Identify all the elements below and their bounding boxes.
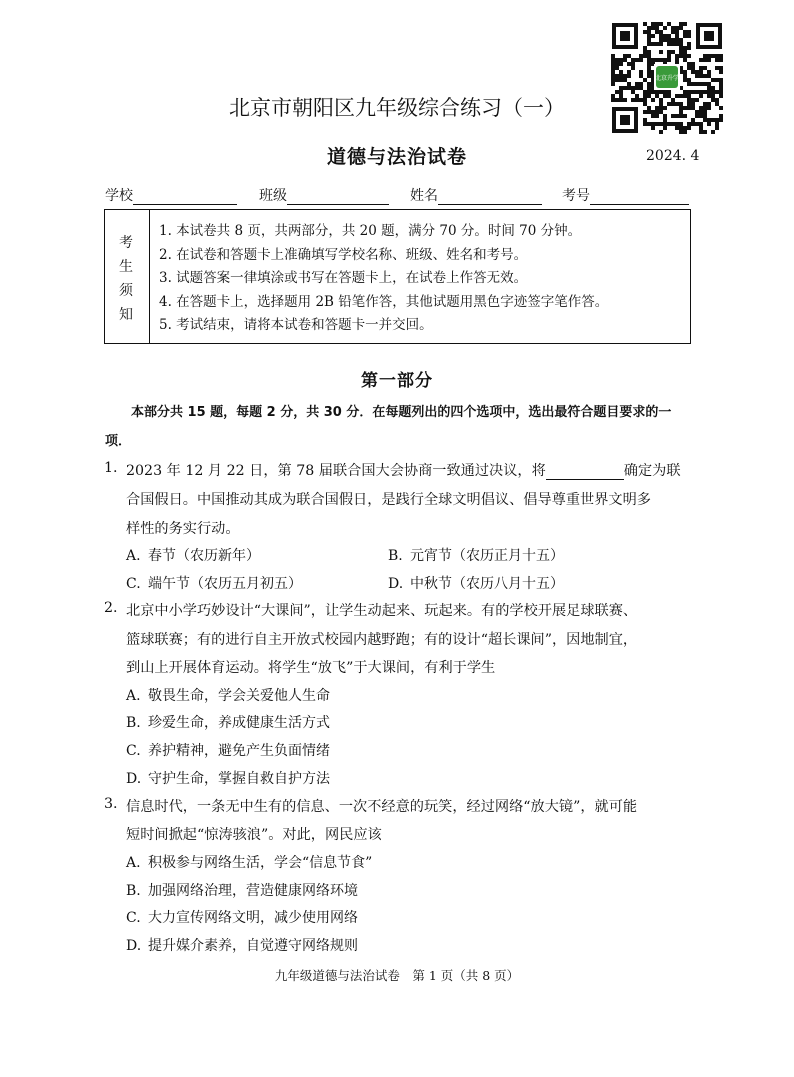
question-number: 1. — [104, 460, 118, 476]
option-letter: B. — [126, 883, 141, 899]
option-letter: D. — [388, 576, 404, 592]
question-text-line: 短时间掀起“惊涛骇浪”。对此，网民应该 — [126, 827, 382, 843]
class-field[interactable] — [259, 185, 389, 205]
option-letter: C. — [126, 743, 141, 759]
exam-notice-box — [104, 209, 691, 344]
notice-label-char: 知 — [119, 307, 133, 323]
question-number: 2. — [104, 600, 118, 616]
student-info-line — [105, 185, 693, 207]
question-text-line: 北京中小学巧妙设计“大课间”，让学生动起来、玩起来。有的学校开展足球联赛、 — [126, 603, 638, 619]
option-c[interactable] — [126, 573, 302, 593]
question-text-line: 到山上开展体育运动。将学生“放飞”于大课间，有利于学生 — [126, 660, 496, 676]
notice-label-char: 考 — [119, 235, 133, 251]
question-text-line: 合国假日。中国推动其成为联合国假日，是践行全球文明倡议、倡导尊重世界文明多 — [126, 492, 651, 508]
option-text: 提升媒介素养，自觉遵守网络规则 — [148, 938, 358, 954]
option-a[interactable] — [126, 545, 260, 565]
notice-item: 3. 试题答案一律填涂或书写在答题卡上，在试卷上作答无效。 — [159, 270, 528, 286]
notice-label — [105, 210, 150, 343]
qr-logo-text: 北京升学 — [654, 75, 680, 82]
notice-label-char: 生 — [119, 259, 133, 275]
notice-label-char: 须 — [119, 283, 133, 299]
option-text: 守护生命，掌握自救自护方法 — [148, 771, 330, 787]
question-number: 3. — [104, 796, 118, 812]
option-a[interactable] — [126, 685, 330, 705]
question-text-line: 信息时代，一条无中生有的信息、一次不经意的玩笑，经过网络“放大镜”，就可能 — [126, 799, 638, 815]
option-text: 积极参与网络生活，学会“信息节食” — [148, 855, 373, 871]
option-text: 大力宣传网络文明，减少使用网络 — [148, 910, 358, 926]
notice-list — [159, 220, 608, 338]
exam-number-blank[interactable] — [590, 189, 689, 205]
exam-subtitle: 道德与法治试卷 — [326, 146, 467, 168]
school-label: 学校 — [105, 188, 133, 204]
qr-code — [611, 22, 723, 134]
question-text-line: 篮球联赛；有的进行自主开放式校园内越野跑；有的设计“超长课间”，因地制宜， — [126, 632, 638, 648]
option-letter: B. — [388, 548, 403, 564]
option-text: 珍爱生命，养成健康生活方式 — [148, 715, 330, 731]
exam-title: 北京市朝阳区九年级综合练习（一） — [229, 96, 565, 120]
option-text: 中秋节（农历八月十五） — [410, 576, 564, 592]
option-letter: A. — [126, 688, 141, 704]
page-footer: 九年级道德与法治试卷 第 1 页（共 8 页） — [274, 968, 520, 983]
option-letter: A. — [126, 855, 141, 871]
part-title: 第一部分 — [361, 371, 433, 391]
notice-item: 1. 本试卷共 8 页，共两部分，共 20 题，满分 70 分。时间 70 分钟。 — [159, 223, 582, 239]
option-letter: A. — [126, 548, 141, 564]
answer-blank — [546, 464, 624, 480]
class-blank[interactable] — [287, 189, 389, 205]
class-label: 班级 — [259, 188, 287, 204]
exam-number-label: 考号 — [562, 188, 590, 204]
option-text: 加强网络治理，营造健康网络环境 — [148, 883, 358, 899]
option-c[interactable] — [126, 907, 358, 927]
exam-number-field[interactable] — [562, 185, 689, 205]
option-text: 敬畏生命，学会关爱他人生命 — [148, 688, 330, 704]
question-text: 2023 年 12 月 22 日，第 78 届联合国大会协商一致通过决议，将 — [126, 463, 546, 479]
option-d[interactable] — [388, 573, 564, 593]
option-b[interactable] — [388, 545, 564, 565]
option-letter: D. — [126, 771, 142, 787]
part-instructions: 本部分共 15 题，每题 2 分，共 30 分．在每题列出的四个选项中，选出最符合题目要求的一项． — [105, 405, 672, 449]
name-field[interactable] — [410, 185, 542, 205]
option-letter: C. — [126, 576, 141, 592]
notice-item: 2. 在试卷和答题卡上准确填写学校名称、班级、姓名和考号。 — [159, 246, 528, 263]
exam-date: 2024. 4 — [646, 148, 700, 164]
name-blank[interactable] — [438, 189, 542, 205]
option-letter: B. — [126, 715, 141, 731]
question-text-line — [126, 460, 681, 480]
school-blank[interactable] — [133, 189, 237, 205]
option-a[interactable] — [126, 852, 372, 872]
option-letter: D. — [126, 938, 142, 954]
notice-item: 4. 在答题卡上，选择题用 2B 铅笔作答，其他试题用黑色字迹签字笔作答。 — [159, 293, 609, 310]
option-b[interactable] — [126, 712, 330, 732]
option-c[interactable] — [126, 740, 330, 760]
option-text: 春节（农历新年） — [148, 548, 260, 564]
option-d[interactable] — [126, 768, 330, 788]
option-text: 养护精神，避免产生负面情绪 — [148, 743, 330, 759]
option-text: 元宵节（农历正月十五） — [410, 548, 564, 564]
option-letter: C. — [126, 910, 141, 926]
notice-item: 5. 考试结束，请将本试卷和答题卡一并交回。 — [159, 317, 433, 333]
question-text: 确定为联 — [623, 463, 681, 479]
name-label: 姓名 — [410, 188, 438, 204]
school-field[interactable] — [105, 185, 237, 205]
question-text-line: 样性的务实行动。 — [126, 521, 240, 537]
option-text: 端午节（农历五月初五） — [148, 576, 302, 592]
option-d[interactable] — [126, 935, 358, 955]
option-b[interactable] — [126, 880, 358, 900]
